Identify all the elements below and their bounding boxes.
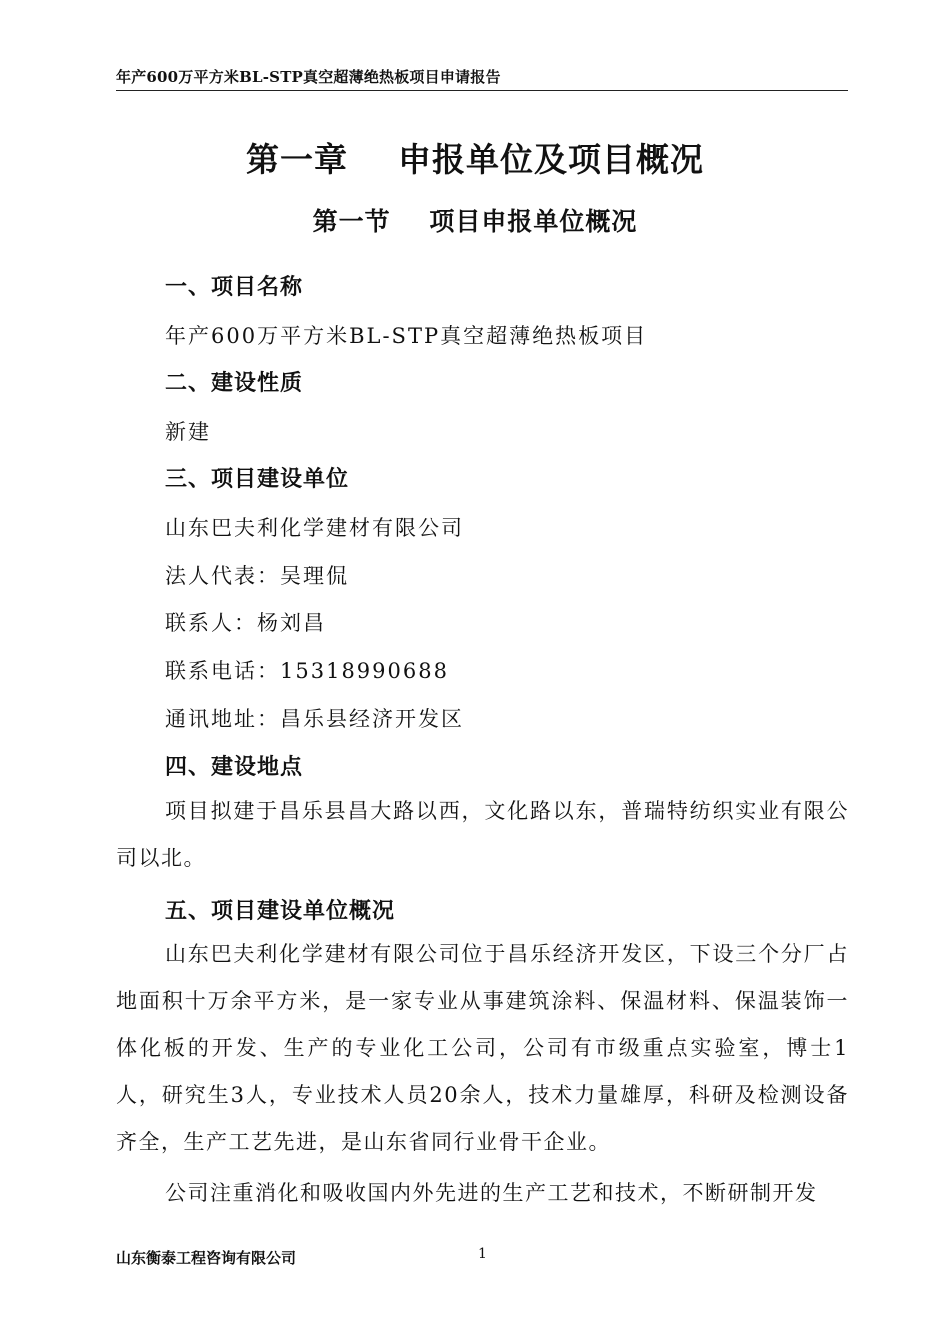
heading-construction-nature: 二、建设性质 [165, 370, 304, 396]
header-rule [116, 90, 848, 91]
heading-unit-overview: 五、项目建设单位概况 [165, 898, 396, 924]
unit-address: 通讯地址：昌乐县经济开发区 [165, 707, 464, 731]
overview-paragraph-2: 公司注重消化和吸收国内外先进的生产工艺和技术，不断研制开发 [165, 1181, 818, 1205]
overview-paragraph-1: 山东巴夫利化学建材有限公司位于昌乐经济开发区，下设三个分厂占地面积十万余平方米，是一家专业从事建筑涂料、保温材料、保温装饰一体化板的开发、生产的专业化工公司，公司有市级重点实验室，博士1人，研究生3人，专业技术人员20余人，技术力量雄厚，科研及检测设备齐全，生产工艺先进，是山东省同行业骨干企业。 [116, 942, 849, 1154]
heading-project-name: 一、项目名称 [165, 274, 304, 300]
heading-construction-location: 四、建设地点 [165, 754, 304, 780]
chapter-title: 第一章 申报单位及项目概况 [246, 140, 704, 179]
unit-company: 山东巴夫利化学建材有限公司 [165, 516, 464, 540]
running-header: 年产600万平方米BL-STP真空超薄绝热板项目申请报告 [116, 68, 501, 86]
heading-construction-unit: 三、项目建设单位 [165, 466, 350, 492]
unit-contact: 联系人：杨刘昌 [165, 611, 326, 635]
project-name-value: 年产600万平方米BL-STP真空超薄绝热板项目 [165, 324, 648, 348]
construction-nature-value: 新建 [165, 420, 211, 444]
unit-phone: 联系电话：15318990688 [165, 659, 449, 683]
section-title: 第一节 项目申报单位概况 [312, 207, 638, 236]
unit-legal-rep: 法人代表：吴理侃 [165, 564, 349, 588]
location-paragraph: 项目拟建于昌乐县昌大路以西，文化路以东，普瑞特纺织实业有限公司以北。 [116, 799, 849, 870]
page-number: 1 [478, 1246, 487, 1262]
footer-company: 山东衡泰工程咨询有限公司 [116, 1249, 297, 1267]
